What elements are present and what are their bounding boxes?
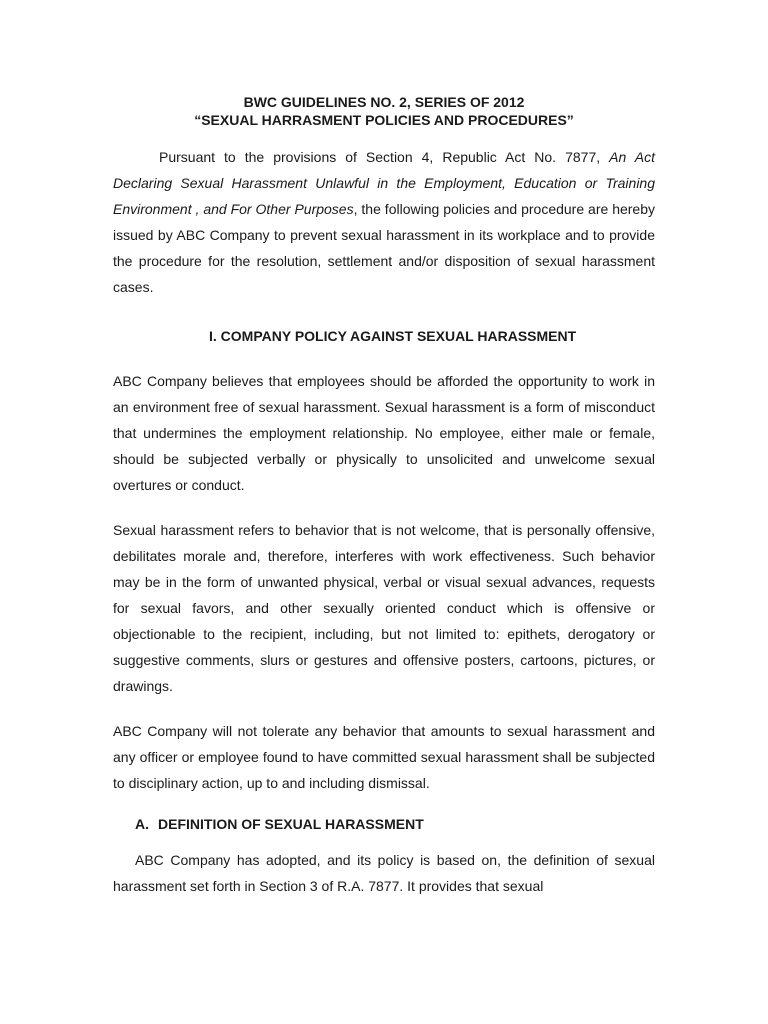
policy-paragraph-3: ABC Company will not tolerate any behavior that amounts to sexual harassment and any officer or employee found to have committed sexual harassment shall be subjected to disciplinary action, up to and including dismissal.	[113, 723, 655, 791]
subsection-title: DEFINITION OF SEXUAL HARASSMENT	[158, 816, 424, 832]
subsection-heading-definition	[113, 815, 655, 833]
document-title	[113, 93, 655, 129]
subsection-number: A.	[135, 816, 149, 832]
policy-paragraph-2: Sexual harassment refers to behavior that is not welcome, that is personally offensive, debilitates morale and, therefore, interferes with work effectiveness. Such behavior may be in the form of unwanted physical, verbal or visual sexual advances, requests for sexual favors, and other sexually oriented conduct which is offensive or objectionable to the recipient, including, but not limited to: epithets, derogatory or suggestive comments, slurs or gestures and offensive posters, cartoons, pictures, or drawings.	[113, 522, 655, 694]
intro-paragraph	[113, 144, 655, 300]
title-line-1: BWC GUIDELINES NO. 2, SERIES OF 2012	[243, 94, 525, 110]
intro-text-end: , the following policies and procedure are hereby issued by ABC Company to prevent sexual harassment in its workplace and to provide the procedure for the resolution, settlement and/or disposition of sexual harassment cases.	[113, 201, 656, 295]
policy-paragraph-1: ABC Company believes that employees should be afforded the opportunity to work in an environment free of sexual harassment. Sexual harassment is a form of misconduct that undermines the employment relationship. No employee, either male or female, should be subjected verbally or physically to unsolicited and unwelcome sexual overtures or conduct.	[113, 373, 655, 493]
section-heading-company-policy: I. COMPANY POLICY AGAINST SEXUAL HARASSMENT	[209, 328, 577, 344]
document-content	[113, 93, 655, 899]
intro-text-start: Pursuant to the provisions of Section 4, Republic Act No. 7877,	[159, 149, 610, 165]
title-line-2: “SEXUAL HARRASMENT POLICIES AND PROCEDURES”	[194, 112, 574, 128]
act-title: An Act Declaring Sexual Harassment Unlawful in the Employment, Education or Training Environment , and For Other Purposes	[113, 149, 655, 217]
definition-paragraph: ABC Company has adopted, and its policy is based on, the definition of sexual harassment set forth in Section 3 of R.A. 7877. It provides that sexual	[113, 852, 655, 894]
